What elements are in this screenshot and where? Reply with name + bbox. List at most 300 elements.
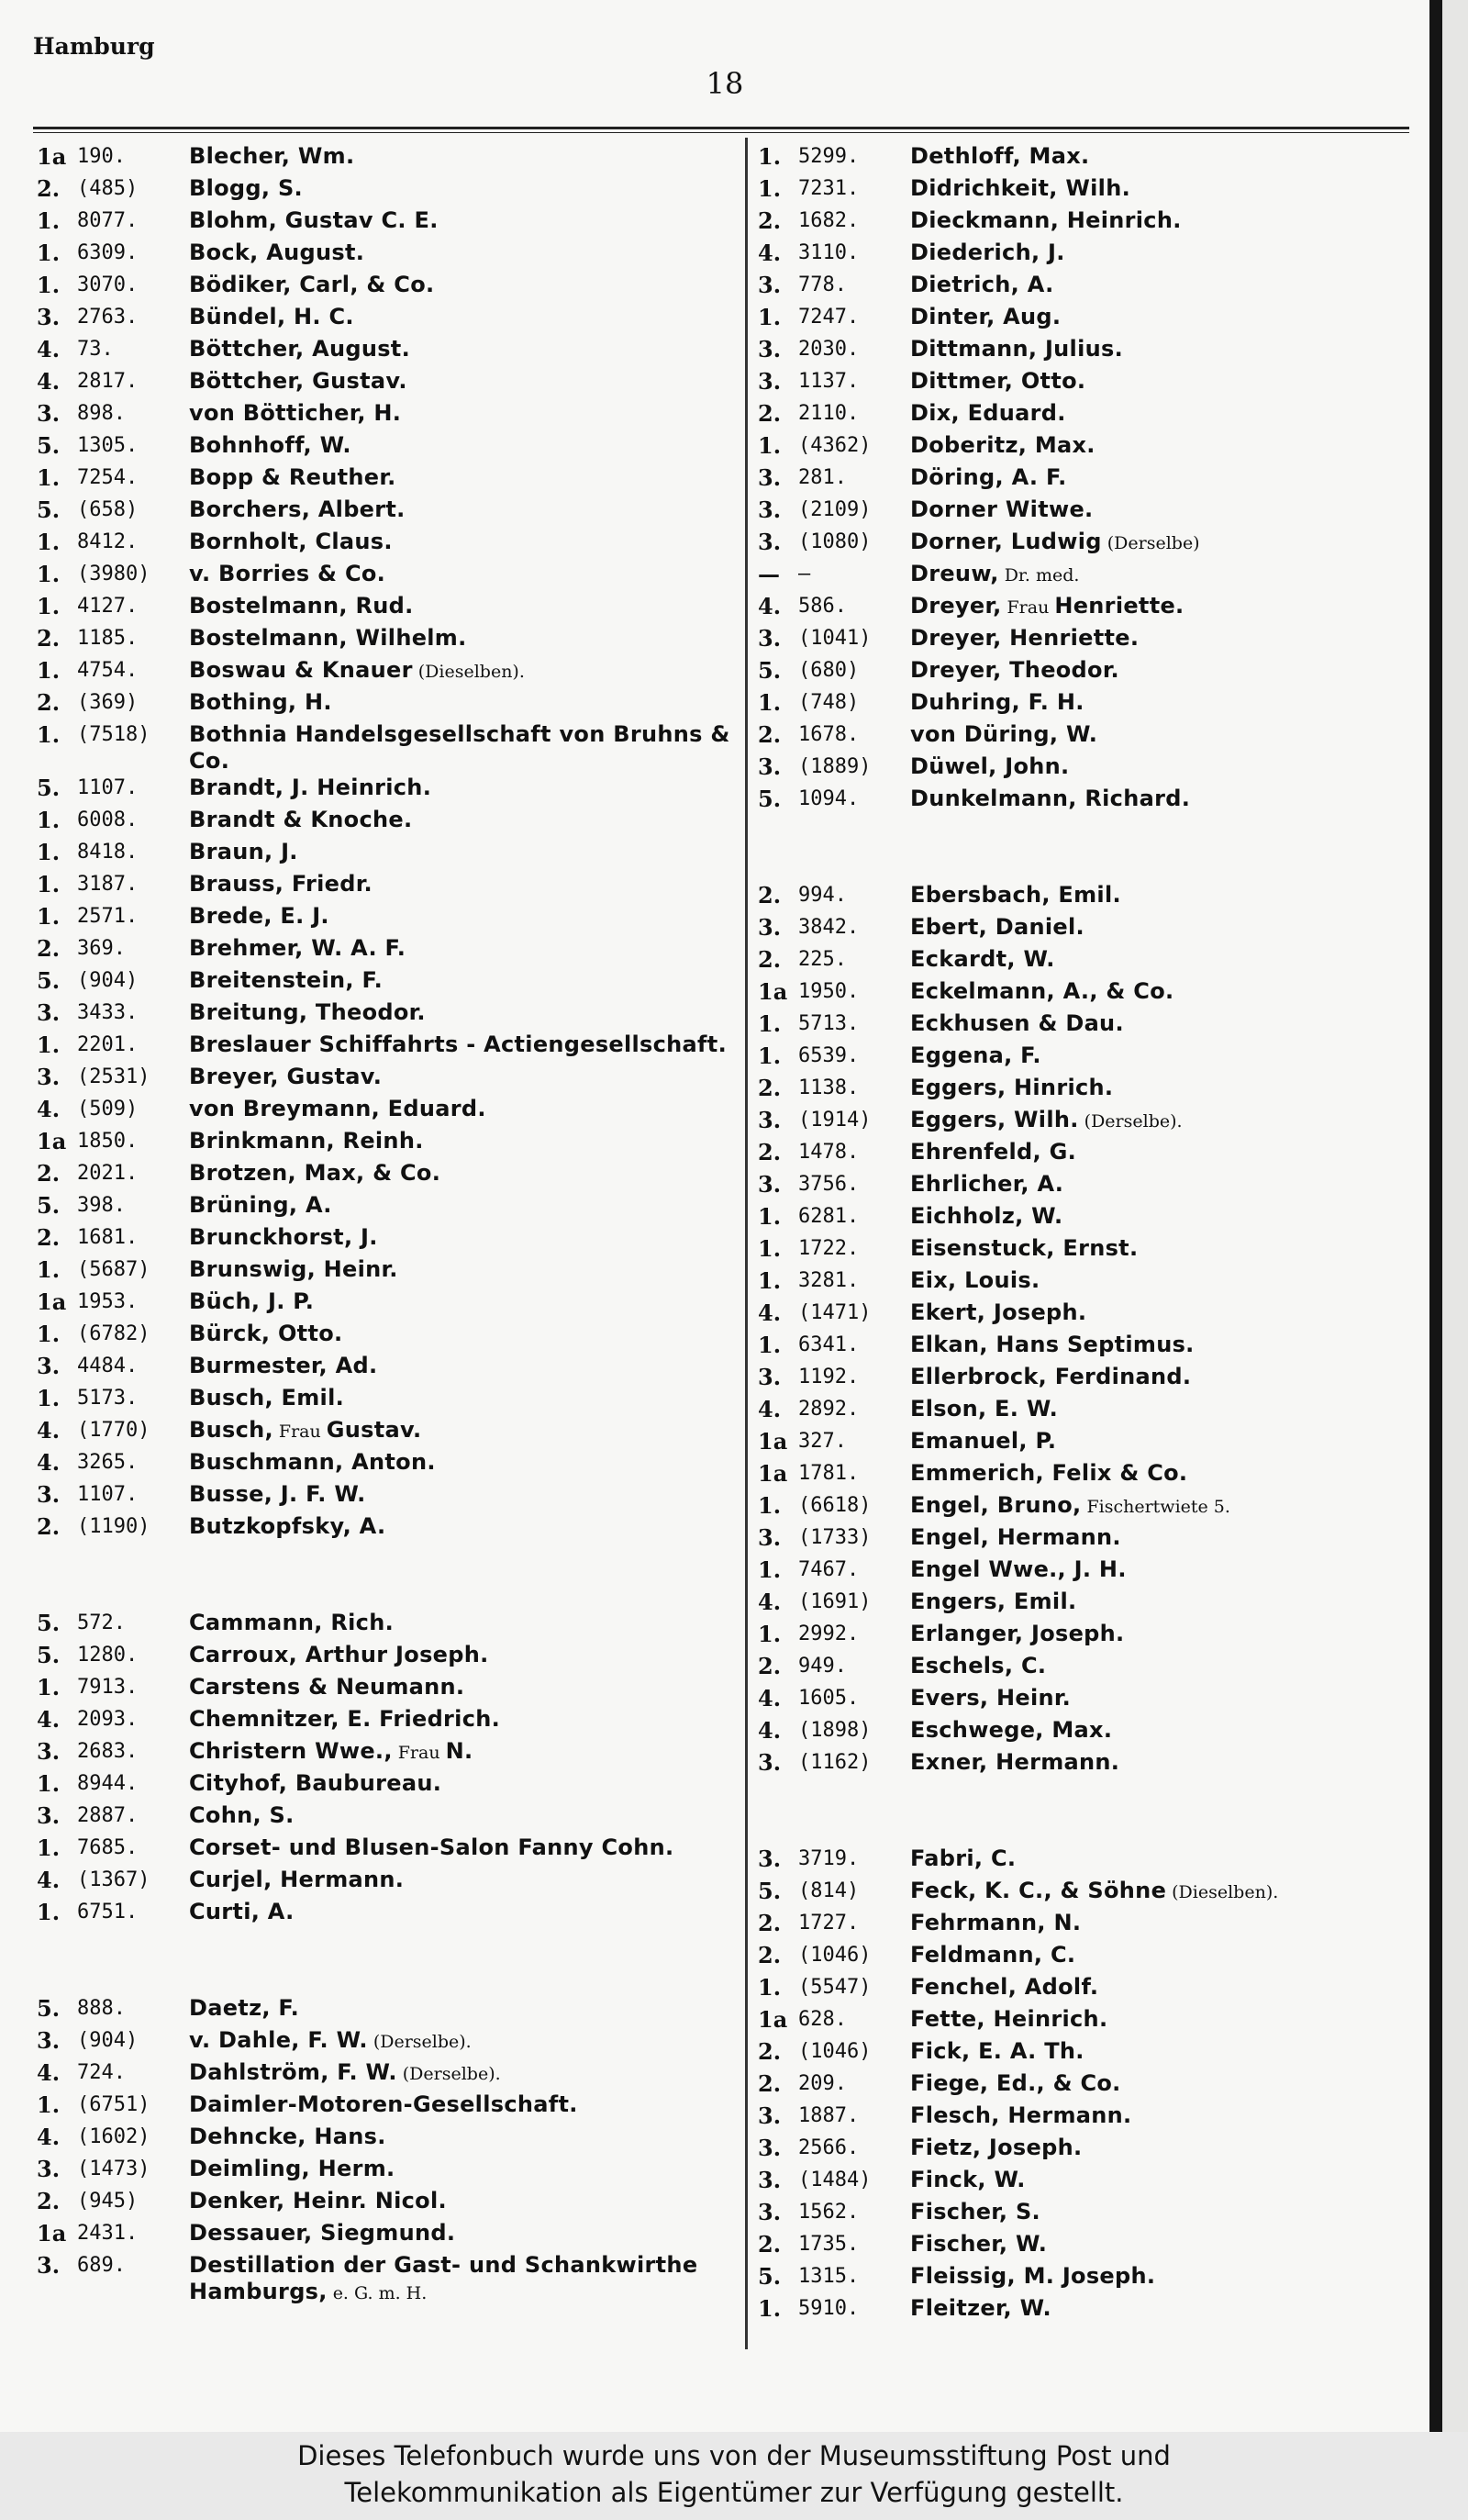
directory-entry <box>758 561 1428 593</box>
subscriber-name-text: Doberitz, Max. <box>910 432 1095 458</box>
phone-number: 3110. <box>798 241 860 264</box>
subscriber-name-text: Curti, A. <box>189 1899 295 1924</box>
directory-entry <box>37 1706 734 1738</box>
subscriber-name-text: Ebert, Daniel. <box>910 914 1084 940</box>
phone-number: 1722. <box>798 1237 860 1260</box>
subscriber-note: e. G. m. H. <box>332 2283 428 2303</box>
exchange-zone: 3. <box>758 1524 782 1551</box>
exchange-zone: 3. <box>37 1353 61 1379</box>
directory-entry <box>37 2252 734 2307</box>
subscriber-name-text: Elson, E. W. <box>910 1396 1059 1422</box>
subscriber-name <box>910 625 1428 652</box>
subscriber-name-text: Dinter, Aug. <box>910 304 1062 329</box>
subscriber-name <box>910 1717 1428 1744</box>
subscriber-name <box>910 1171 1428 1198</box>
subscriber-name-text: Brinkmann, Reinh. <box>189 1128 424 1154</box>
subscriber-name <box>189 1706 734 1733</box>
phone-number: (904) <box>77 2029 139 2052</box>
phone-number: 8077. <box>77 209 139 232</box>
subscriber-name-text: Eckardt, W. <box>910 946 1055 972</box>
subscriber-name <box>910 1299 1428 1326</box>
subscriber-name <box>189 304 734 330</box>
subscriber-name <box>910 1428 1428 1455</box>
exchange-zone: 1. <box>37 2091 61 2118</box>
subscriber-name-text: Bündel, H. C. <box>189 304 354 329</box>
phone-number: 7685. <box>77 1836 139 1859</box>
subscriber-name <box>189 839 734 865</box>
phone-number: 8944. <box>77 1772 139 1795</box>
subscriber-name-text: Fabri, C. <box>910 1845 1017 1871</box>
subscriber-name-text: Elkan, Hans Septimus. <box>910 1332 1195 1357</box>
subscriber-name-text: Breyer, Gustav. <box>189 1064 383 1089</box>
subscriber-name-continued: Gustav. <box>326 1417 422 1443</box>
phone-number: (3980) <box>77 563 150 585</box>
subscriber-name-text: Erlanger, Joseph. <box>910 1621 1125 1646</box>
subscriber-name <box>910 432 1428 459</box>
phone-number: (1733) <box>798 1526 872 1549</box>
subscriber-name-text: Bothnia Handelsgesellschaft von Bruhns & Co. <box>189 721 730 774</box>
exchange-zone: 1. <box>758 2295 782 2322</box>
subscriber-name-text: Fleitzer, W. <box>910 2295 1051 2321</box>
directory-entry <box>37 2220 734 2252</box>
subscriber-name-text: von Düring, W. <box>910 721 1098 747</box>
subscriber-name <box>189 1321 734 1347</box>
subscriber-name-text: Dittmann, Julius. <box>910 336 1123 362</box>
exchange-zone: 1. <box>37 721 61 748</box>
exchange-zone: 1. <box>37 839 61 865</box>
footer-line-2: Telekommunikation als Eigentümer zur Verfügung gestellt. <box>344 2477 1124 2508</box>
subscriber-name <box>189 807 734 833</box>
exchange-zone: 1. <box>37 1674 61 1700</box>
subscriber-name <box>189 272 734 298</box>
subscriber-name <box>910 946 1428 973</box>
directory-entry <box>758 400 1428 432</box>
subscriber-name <box>189 1867 734 1893</box>
subscriber-note: (Dieselben). <box>417 662 525 682</box>
directory-entry <box>758 1107 1428 1139</box>
subscriber-name <box>189 2220 734 2247</box>
directory-entry <box>758 1974 1428 2006</box>
directory-entry <box>37 464 734 496</box>
subscriber-name-text: Eschwege, Max. <box>910 1717 1113 1743</box>
subscriber-name-text: Eggena, F. <box>910 1043 1041 1068</box>
directory-entry <box>758 1332 1428 1364</box>
phone-number: 5299. <box>798 145 860 168</box>
exchange-zone: 3. <box>758 2135 782 2161</box>
exchange-zone: 3. <box>758 1845 782 1872</box>
exchange-zone: 3. <box>758 914 782 941</box>
exchange-zone: 3. <box>758 272 782 298</box>
subscriber-note: (Derselbe) <box>1107 533 1200 553</box>
subscriber-name-text: Brunswig, Heinr. <box>189 1256 398 1282</box>
phone-number: (658) <box>77 498 139 521</box>
exchange-zone: 5. <box>37 967 61 994</box>
phone-number: 190. <box>77 145 126 168</box>
directory-entry <box>758 1364 1428 1396</box>
exchange-zone: 1. <box>758 1974 782 2001</box>
exchange-zone: 3. <box>758 2199 782 2225</box>
directory-entry <box>758 1524 1428 1556</box>
subscriber-name <box>189 1417 734 1445</box>
directory-entry <box>758 272 1428 304</box>
subscriber-name-text: Dethloff, Max. <box>910 143 1090 169</box>
subscriber-name-text: von Bötticher, H. <box>189 400 402 426</box>
subscriber-name-text: Busch, Emil. <box>189 1385 345 1411</box>
directory-entry <box>37 689 734 721</box>
subscriber-name <box>189 903 734 930</box>
phone-number: (1914) <box>798 1109 872 1132</box>
exchange-zone: 2. <box>758 1653 782 1679</box>
directory-entry <box>758 1299 1428 1332</box>
subscriber-name-text: Brehmer, W. A. F. <box>189 935 406 961</box>
directory-entry <box>758 336 1428 368</box>
exchange-zone: 1. <box>758 1043 782 1069</box>
subscriber-name <box>910 304 1428 330</box>
exchange-zone: 3. <box>37 1738 61 1765</box>
page-edge-bar <box>1429 0 1442 2432</box>
directory-entry <box>758 2070 1428 2102</box>
exchange-zone: 1. <box>37 561 61 587</box>
exchange-zone: 3. <box>37 400 61 427</box>
phone-number: 6281. <box>798 1205 860 1228</box>
directory-entry <box>37 935 734 967</box>
header-rule <box>33 127 1409 129</box>
phone-number: (1080) <box>798 530 872 553</box>
subscriber-name-text: Blecher, Wm. <box>189 143 355 169</box>
directory-entry <box>37 1642 734 1674</box>
directory-entry <box>758 625 1428 657</box>
subscriber-name <box>910 143 1428 170</box>
phone-number: 6539. <box>798 1044 860 1067</box>
subscriber-name <box>189 2156 734 2182</box>
subscriber-name <box>189 1674 734 1700</box>
phone-number: 281. <box>798 466 847 489</box>
phone-number: 1678. <box>798 723 860 746</box>
subscriber-name <box>189 2252 734 2307</box>
subscriber-name-text: Ellerbrock, Ferdinand. <box>910 1364 1192 1389</box>
subscriber-name-text: Ekert, Joseph. <box>910 1299 1087 1325</box>
directory-entry <box>37 1353 734 1385</box>
phone-number: (748) <box>798 691 860 714</box>
directory-entry <box>37 775 734 807</box>
subscriber-name <box>910 1010 1428 1037</box>
directory-entry <box>37 207 734 240</box>
phone-number: 1781. <box>798 1462 860 1485</box>
exchange-zone: 1. <box>758 1203 782 1230</box>
subscriber-name <box>189 1224 734 1251</box>
subscriber-name-text: Döring, A. F. <box>910 464 1067 490</box>
subscriber-name <box>189 2124 734 2150</box>
subscriber-name <box>910 1910 1428 1936</box>
phone-number: 1185. <box>77 627 139 650</box>
directory-entry <box>37 1899 734 1931</box>
exchange-zone: 1. <box>37 903 61 930</box>
directory-entry <box>758 240 1428 272</box>
exchange-zone: 1a <box>758 978 788 1005</box>
directory-entry <box>758 464 1428 496</box>
phone-number: 2566. <box>798 2136 860 2159</box>
phone-number: (1041) <box>798 627 872 650</box>
subscriber-name-text: Duhring, F. H. <box>910 689 1084 715</box>
exchange-zone: 2. <box>37 935 61 962</box>
subscriber-name <box>189 935 734 962</box>
exchange-zone: 2. <box>37 1513 61 1540</box>
directory-entry <box>37 967 734 999</box>
directory-entry <box>758 175 1428 207</box>
phone-number: 7254. <box>77 466 139 489</box>
exchange-zone: 1a <box>37 1288 67 1315</box>
subscriber-name <box>189 2027 734 2056</box>
phone-number: 5910. <box>798 2297 860 2320</box>
exchange-zone: 5. <box>758 786 782 812</box>
directory-entry <box>758 1685 1428 1717</box>
subscriber-name <box>910 1075 1428 1101</box>
directory-entry <box>758 721 1428 753</box>
subscriber-name <box>189 2188 734 2214</box>
subscriber-name <box>910 2295 1428 2322</box>
directory-entry <box>37 2091 734 2124</box>
phone-number: 1887. <box>798 2104 860 2127</box>
footer-notice <box>0 2432 1468 2520</box>
subscriber-name-text: Dessauer, Siegmund. <box>189 2220 456 2246</box>
directory-entry <box>758 2167 1428 2199</box>
phone-number: 1107. <box>77 1483 139 1506</box>
exchange-zone: 2. <box>37 689 61 716</box>
directory-entry <box>758 657 1428 689</box>
subscriber-name <box>910 1267 1428 1294</box>
exchange-zone: 2. <box>758 207 782 234</box>
phone-number: 1315. <box>798 2265 860 2288</box>
subscriber-name-text: Engel Wwe., J. H. <box>910 1556 1127 1582</box>
subscriber-name-text: Butzkopfsky, A. <box>189 1513 386 1539</box>
directory-entry <box>37 240 734 272</box>
exchange-zone: 3. <box>37 999 61 1026</box>
exchange-zone: 4. <box>758 1396 782 1422</box>
subscriber-name <box>910 2231 1428 2258</box>
phone-number: (509) <box>77 1098 139 1121</box>
subscriber-name <box>189 1899 734 1925</box>
exchange-zone: 4. <box>37 1867 61 1893</box>
subscriber-name <box>189 1449 734 1476</box>
phone-number: 2110. <box>798 402 860 425</box>
subscriber-name <box>189 1192 734 1219</box>
subscriber-name-text: Daetz, F. <box>189 1995 299 2021</box>
exchange-zone: 3. <box>758 368 782 395</box>
subscriber-name-text: Blohm, Gustav C. E. <box>189 207 439 233</box>
phone-number: 3842. <box>798 916 860 939</box>
subscriber-note: (Derselbe). <box>402 2064 501 2084</box>
phone-number: 3187. <box>77 873 139 896</box>
subscriber-name <box>910 1460 1428 1487</box>
directory-entry <box>37 368 734 400</box>
phone-number: 2571. <box>77 905 139 928</box>
phone-number: (1046) <box>798 1944 872 1967</box>
phone-number: 2892. <box>798 1398 860 1421</box>
subscriber-name-text: Fette, Heinrich. <box>910 2006 1108 2032</box>
subscriber-name <box>910 753 1428 780</box>
phone-number: (5687) <box>77 1258 150 1281</box>
exchange-zone: 1. <box>37 240 61 266</box>
subscriber-name <box>189 999 734 1026</box>
phone-number: (814) <box>798 1879 860 1902</box>
phone-number: 1305. <box>77 434 139 457</box>
phone-number: 8412. <box>77 530 139 553</box>
phone-number: 1727. <box>798 1912 860 1935</box>
exchange-zone: 1. <box>37 272 61 298</box>
phone-number: 4484. <box>77 1355 139 1377</box>
phone-number: (1770) <box>77 1419 150 1442</box>
phone-number: 73. <box>77 338 114 361</box>
subscriber-name <box>910 561 1428 589</box>
directory-entry <box>758 1556 1428 1589</box>
phone-number: 2817. <box>77 370 139 393</box>
phone-number: 1478. <box>798 1141 860 1164</box>
subscriber-name <box>189 207 734 234</box>
directory-entry <box>37 839 734 871</box>
exchange-zone: 1. <box>37 593 61 619</box>
header-rule-thin <box>33 132 1409 133</box>
subscriber-name <box>189 240 734 266</box>
subscriber-name-text: Borchers, Albert. <box>189 496 406 522</box>
subscriber-name <box>910 2199 1428 2225</box>
directory-entry <box>758 2135 1428 2167</box>
exchange-zone: 2. <box>758 2231 782 2258</box>
subscriber-name-text: Breitenstein, F. <box>189 967 384 993</box>
subscriber-name <box>189 1031 734 1058</box>
directory-entry <box>37 1770 734 1802</box>
directory-entry <box>37 1256 734 1288</box>
subscriber-name-text: Bothing, H. <box>189 689 332 715</box>
phone-number: 2992. <box>798 1622 860 1645</box>
subscriber-name-text: Fiege, Ed., & Co. <box>910 2070 1121 2096</box>
exchange-zone: 5. <box>37 496 61 523</box>
subscriber-name <box>189 775 734 801</box>
subscriber-name <box>189 368 734 395</box>
subscriber-name <box>189 143 734 170</box>
phone-number: 4754. <box>77 659 139 682</box>
subscriber-name <box>189 1353 734 1379</box>
exchange-zone: 1. <box>37 1321 61 1347</box>
directory-entry <box>37 903 734 935</box>
subscriber-name <box>910 1974 1428 2001</box>
directory-entry <box>758 786 1428 818</box>
phone-number: 628. <box>798 2008 847 2031</box>
exchange-zone: 3. <box>37 1064 61 1090</box>
subscriber-name <box>910 2006 1428 2033</box>
subscriber-name-text: Blogg, S. <box>189 175 303 201</box>
directory-entry <box>758 1653 1428 1685</box>
subscriber-name-text: Dehncke, Hans. <box>189 2124 386 2149</box>
exchange-zone: 1a <box>37 1128 67 1154</box>
directory-entry <box>758 753 1428 786</box>
exchange-zone: 5. <box>37 775 61 801</box>
phone-number: 1950. <box>798 980 860 1003</box>
subscriber-name <box>910 464 1428 491</box>
subscriber-name <box>910 1621 1428 1647</box>
exchange-zone: 4. <box>37 1706 61 1733</box>
subscriber-name <box>910 175 1428 202</box>
directory-entry <box>758 1267 1428 1299</box>
exchange-zone: 1a <box>37 2220 67 2247</box>
exchange-zone: 3. <box>758 2102 782 2129</box>
directory-entry <box>37 400 734 432</box>
exchange-zone: 2. <box>758 2038 782 2065</box>
exchange-zone: 5. <box>37 1995 61 2022</box>
subscriber-name <box>189 871 734 898</box>
subscriber-note: (Derselbe). <box>1084 1111 1183 1132</box>
phone-number: 3281. <box>798 1269 860 1292</box>
directory-entry <box>37 304 734 336</box>
subscriber-name-text: Didrichkeit, Wilh. <box>910 175 1130 201</box>
subscriber-name <box>910 1524 1428 1551</box>
exchange-zone: 5. <box>758 1878 782 1904</box>
exchange-zone: 1. <box>37 1770 61 1797</box>
exchange-zone: 3. <box>37 304 61 330</box>
subscriber-name <box>189 2091 734 2118</box>
exchange-zone: 3. <box>758 1749 782 1776</box>
directory-entry <box>37 272 734 304</box>
directory-entry <box>758 1942 1428 1974</box>
subscriber-name <box>189 1481 734 1508</box>
exchange-zone: 4. <box>758 1589 782 1615</box>
phone-number: 3070. <box>77 273 139 296</box>
subscriber-name-text: Brauss, Friedr. <box>189 871 373 897</box>
phone-number: 398. <box>77 1194 126 1217</box>
phone-number: 6309. <box>77 241 139 264</box>
subscriber-name <box>910 689 1428 716</box>
exchange-zone: 1. <box>758 1556 782 1583</box>
exchange-zone: 3. <box>37 2252 61 2279</box>
exchange-zone: 1. <box>37 464 61 491</box>
exchange-zone: 3. <box>758 625 782 652</box>
exchange-zone: 3. <box>758 1171 782 1198</box>
exchange-zone: 2. <box>37 625 61 652</box>
phone-number: (945) <box>77 2190 139 2213</box>
subscriber-name-text: Finck, W. <box>910 2167 1026 2192</box>
directory-entry <box>37 432 734 464</box>
subscriber-name <box>189 1256 734 1283</box>
subscriber-name-text: Eisenstuck, Ernst. <box>910 1235 1139 1261</box>
exchange-zone: 2. <box>758 882 782 909</box>
phone-number: (485) <box>77 177 139 200</box>
directory-entry <box>758 368 1428 400</box>
subscriber-name <box>189 1096 734 1122</box>
exchange-zone: 4. <box>37 1449 61 1476</box>
subscriber-name <box>189 496 734 523</box>
exchange-zone: 5. <box>37 1192 61 1219</box>
phone-number: (1602) <box>77 2125 150 2148</box>
directory-entry <box>758 593 1428 625</box>
subscriber-name <box>189 1610 734 1636</box>
exchange-zone: — <box>758 561 780 587</box>
subscriber-name-text: Breslauer Schiffahrts - Actiengesellschaft. <box>189 1031 727 1057</box>
directory-entry <box>37 1513 734 1545</box>
exchange-zone: 3. <box>758 529 782 555</box>
exchange-zone: 1. <box>758 1267 782 1294</box>
subscriber-name <box>189 967 734 994</box>
directory-entry <box>758 1075 1428 1107</box>
exchange-zone: 2. <box>758 1075 782 1101</box>
subscriber-name-text: Dorner, Ludwig <box>910 529 1102 554</box>
directory-entry <box>758 882 1428 914</box>
phone-number: (7518) <box>77 723 150 746</box>
exchange-zone: 4. <box>758 1717 782 1744</box>
phone-number: 888. <box>77 1997 126 2020</box>
directory-entry <box>758 304 1428 336</box>
directory-entry <box>758 1589 1428 1621</box>
directory-entry <box>37 2059 734 2091</box>
phone-number: (1367) <box>77 1868 150 1891</box>
